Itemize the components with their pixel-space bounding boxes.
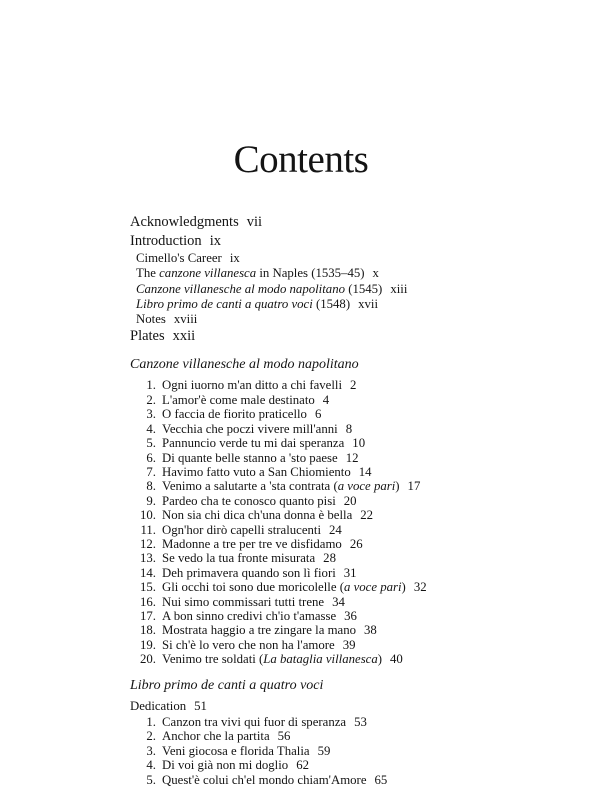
entry-title: O faccia de fiorito praticello bbox=[162, 407, 307, 422]
entry-title: Pardeo cha te conosco quanto pisi bbox=[162, 493, 336, 508]
entry-title: Venimo a salutarte a 'sta contrata ( bbox=[162, 479, 338, 494]
entry-title: in Naples (1535–45) bbox=[256, 266, 365, 281]
entry-number: 4. bbox=[146, 758, 156, 773]
libro-primo-list bbox=[130, 715, 590, 787]
entry-number: 20. bbox=[140, 652, 156, 667]
toc-item bbox=[130, 580, 590, 594]
page-number: xxii bbox=[172, 328, 196, 345]
page-number: 6 bbox=[314, 407, 322, 422]
entry-title: Cimello's Career bbox=[136, 251, 222, 265]
toc-item bbox=[130, 407, 590, 421]
page-number: 65 bbox=[374, 772, 388, 787]
dedication-entry-container bbox=[130, 699, 590, 713]
toc-item bbox=[130, 537, 590, 551]
entry-number: 10. bbox=[140, 508, 156, 523]
toc-item bbox=[130, 551, 590, 565]
toc-item bbox=[130, 773, 590, 787]
page-number: 28 bbox=[323, 551, 336, 566]
entry-number: 2. bbox=[146, 392, 156, 407]
page-number: 62 bbox=[296, 758, 309, 773]
entry-title: Acknowledgments bbox=[130, 214, 239, 230]
entry-number: 9. bbox=[146, 493, 156, 508]
entry-title: Ogni iuorno m'an ditto a chi favelli bbox=[162, 378, 342, 393]
toc-item bbox=[130, 609, 590, 623]
toc-subentry bbox=[130, 282, 590, 297]
entry-title: a voce pari bbox=[337, 479, 396, 494]
table-of-contents bbox=[130, 213, 590, 787]
toc-item bbox=[130, 523, 590, 537]
entry-title: (1545) bbox=[345, 281, 383, 296]
page-number: 36 bbox=[344, 608, 357, 623]
toc-entry bbox=[130, 213, 590, 232]
page-number: 51 bbox=[194, 698, 207, 713]
page-number: ix bbox=[209, 233, 221, 249]
entry-title: Venimo tre soldati ( bbox=[162, 652, 264, 667]
entry-title: Pannuncio verde tu mi dai speranza bbox=[162, 436, 345, 451]
entry-title: Canzone villanesche al modo napolitano bbox=[136, 281, 345, 296]
toc-item bbox=[130, 494, 590, 508]
entry-title: Canzon tra vivi qui fuor di speranza bbox=[162, 715, 347, 730]
entry-title: Di quante belle stanno a 'sto paese bbox=[162, 450, 338, 465]
page-number: xiii bbox=[390, 281, 408, 296]
entry-title: Plates bbox=[130, 328, 165, 345]
toc-item bbox=[130, 566, 590, 580]
toc-entry bbox=[130, 232, 590, 251]
toc-item bbox=[130, 744, 590, 758]
page-number: xviii bbox=[173, 312, 198, 327]
toc-item bbox=[130, 465, 590, 479]
page-number: 2 bbox=[350, 378, 357, 393]
toc-item bbox=[130, 623, 590, 637]
entry-title: Non sia chi dica ch'una donna è bella bbox=[162, 508, 353, 523]
entry-title: Anchor che la partita bbox=[162, 729, 270, 744]
page-number: 8 bbox=[345, 421, 353, 436]
entry-number: 14. bbox=[140, 565, 156, 580]
introduction-subsections bbox=[130, 251, 590, 327]
toc-item bbox=[130, 638, 590, 652]
toc-item bbox=[130, 652, 590, 666]
entry-title: Nui simo commissari tutti trene bbox=[162, 594, 325, 609]
entry-title: Introduction bbox=[130, 233, 202, 249]
toc-item bbox=[130, 758, 590, 772]
entry-number: 19. bbox=[140, 637, 156, 652]
toc-item bbox=[130, 451, 590, 465]
entry-number: 1. bbox=[146, 378, 156, 393]
entry-number: 18. bbox=[140, 623, 156, 638]
plates-entry bbox=[130, 327, 590, 346]
entry-number: 3. bbox=[146, 407, 156, 422]
page-number: 34 bbox=[332, 594, 345, 609]
entry-number: 6. bbox=[146, 450, 156, 465]
entry-title: ) bbox=[401, 580, 406, 595]
toc-subentry bbox=[130, 251, 590, 266]
entry-title: L'amor'è come male destinato bbox=[162, 392, 315, 407]
page-number: 12 bbox=[345, 450, 359, 465]
entry-number: 11. bbox=[140, 522, 156, 537]
entry-title: Di voi già non mi doglio bbox=[162, 758, 289, 773]
entry-title: Vecchia che poczi vivere mill'anni bbox=[162, 421, 338, 436]
toc-item bbox=[130, 715, 590, 729]
page-number: 32 bbox=[413, 580, 427, 595]
toc-item bbox=[130, 422, 590, 436]
page-number: 17 bbox=[407, 479, 421, 494]
page-number: 26 bbox=[349, 536, 363, 551]
entry-title: La bataglia villanesca bbox=[263, 652, 378, 667]
toc-item bbox=[130, 508, 590, 522]
page-number: 4 bbox=[322, 392, 330, 407]
page-number: vii bbox=[246, 214, 263, 230]
entry-title: Dedication bbox=[130, 698, 187, 713]
section-heading-villanesche: Canzone villanesche al modo napolitano bbox=[130, 357, 359, 373]
toc-item bbox=[130, 479, 590, 493]
entry-title: a voce pari bbox=[343, 580, 402, 595]
toc-subentry bbox=[130, 312, 590, 327]
toc-subentry bbox=[130, 297, 590, 312]
entry-number: 7. bbox=[146, 464, 156, 479]
section-heading-libro-primo: Libro primo de canti a quatro voci bbox=[130, 677, 324, 693]
page-number: ix bbox=[229, 251, 240, 265]
page-number: 22 bbox=[360, 508, 374, 523]
entry-title: Ogn'hor dirò capelli stralucenti bbox=[162, 522, 322, 537]
toc-item bbox=[130, 436, 590, 450]
entry-title: The bbox=[136, 266, 160, 281]
page-number: 24 bbox=[329, 522, 342, 537]
entry-title: ) bbox=[377, 652, 383, 667]
entry-title: ) bbox=[395, 479, 400, 494]
toc-item bbox=[130, 393, 590, 407]
entry-number: 1. bbox=[146, 715, 156, 730]
entry-title: A bon sinno credivi ch'io t'amasse bbox=[162, 608, 337, 623]
entry-title: Si ch'è lo vero che non ha l'amore bbox=[162, 637, 335, 652]
plates-entry-container bbox=[130, 327, 590, 346]
entry-title: (1548) bbox=[312, 296, 351, 311]
page-number: 38 bbox=[364, 623, 377, 638]
entry-title: Deh primavera quando son lì fiori bbox=[162, 565, 336, 580]
page-number: 40 bbox=[390, 652, 403, 667]
dedication-entry bbox=[130, 699, 590, 713]
villanesche-list bbox=[130, 378, 590, 666]
page-title: Contents bbox=[233, 138, 369, 181]
entry-title: Madonne a tre per tre ve disfidamo bbox=[162, 536, 342, 551]
entry-title: Libro primo de canti a quatro voci bbox=[136, 296, 313, 311]
entry-title: Havimo fatto vuto a San Chiomiento bbox=[162, 464, 351, 479]
entry-number: 13. bbox=[140, 551, 156, 566]
page-number: 59 bbox=[317, 743, 331, 758]
entry-number: 15. bbox=[140, 580, 156, 595]
entry-title: canzone villanesca bbox=[159, 266, 257, 281]
toc-item bbox=[130, 595, 590, 609]
toc-item bbox=[130, 729, 590, 743]
page-number: 56 bbox=[277, 729, 291, 744]
page-number: 14 bbox=[358, 464, 372, 479]
entry-number: 2. bbox=[146, 729, 156, 744]
entry-title: Notes bbox=[136, 312, 166, 327]
entry-number: 4. bbox=[146, 421, 156, 436]
entry-title: Veni giocosa e florida Thalia bbox=[162, 743, 310, 758]
entry-number: 5. bbox=[146, 772, 156, 787]
page-number: xvii bbox=[358, 296, 379, 311]
front-matter bbox=[130, 213, 590, 251]
entry-number: 5. bbox=[146, 436, 156, 451]
toc-subentry bbox=[130, 266, 590, 281]
page-number: 39 bbox=[342, 637, 356, 652]
entry-number: 17. bbox=[140, 608, 156, 623]
toc-item bbox=[130, 378, 590, 392]
entry-title: Se vedo la tua fronte misurata bbox=[162, 551, 316, 566]
page-number: 31 bbox=[343, 565, 357, 580]
entry-title: Mostrata haggio a tre zingare la mano bbox=[162, 623, 357, 638]
page-number: 10 bbox=[352, 436, 366, 451]
page-number: 53 bbox=[354, 715, 367, 730]
entry-number: 12. bbox=[140, 536, 156, 551]
page-number: x bbox=[372, 266, 379, 281]
entry-number: 8. bbox=[146, 479, 156, 494]
entry-number: 16. bbox=[140, 594, 156, 609]
entry-title: Gli occhi toi sono due moricolelle ( bbox=[162, 580, 344, 595]
page-number: 20 bbox=[343, 493, 357, 508]
entry-title: Quest'è colui ch'el mondo chiam'Amore bbox=[162, 772, 367, 787]
entry-number: 3. bbox=[146, 743, 156, 758]
